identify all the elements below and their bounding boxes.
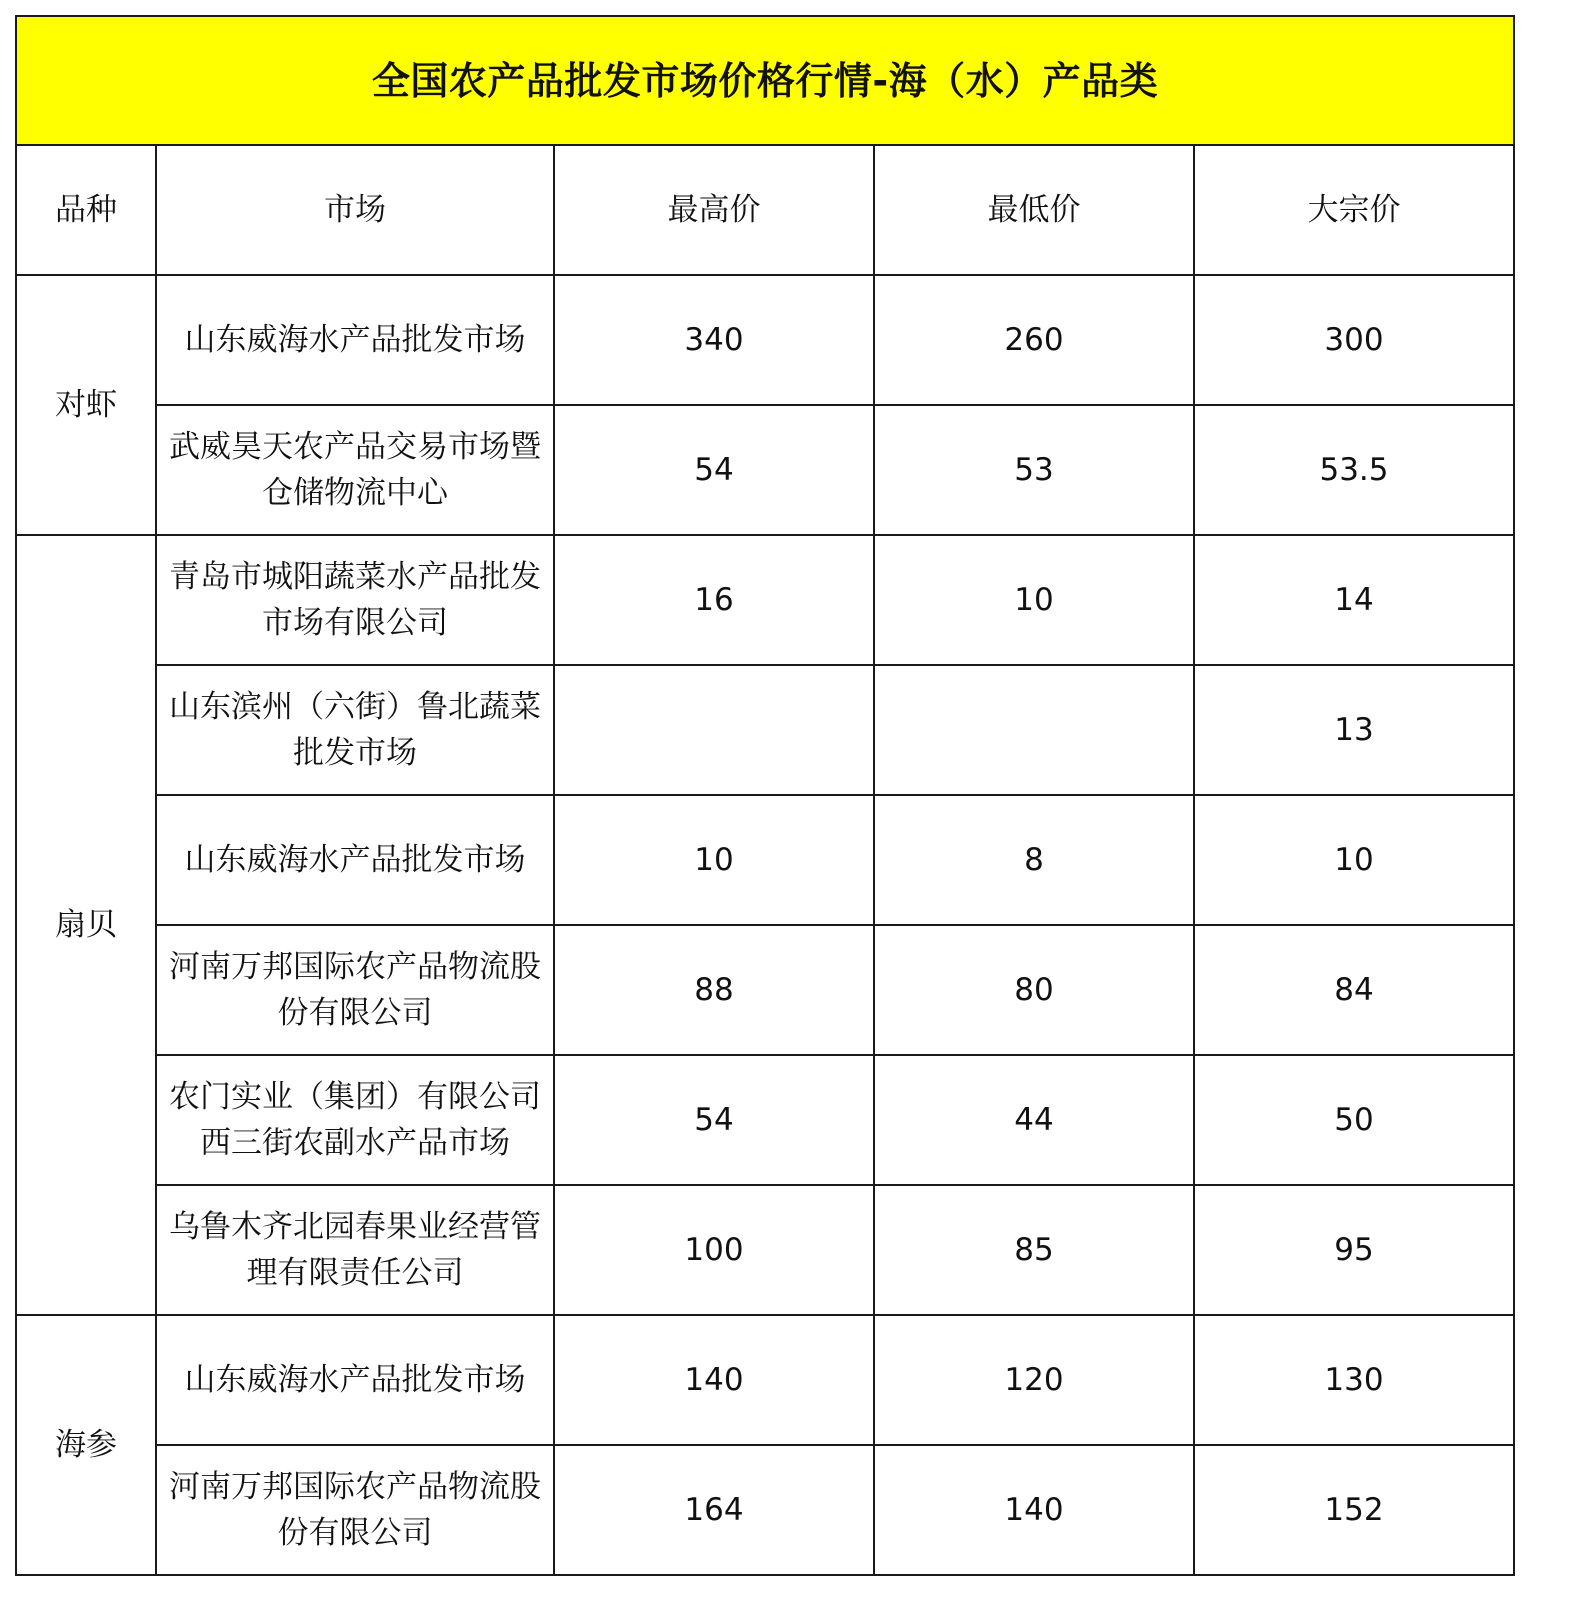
low-price-cell: 260 — [874, 275, 1194, 405]
high-price-cell: 54 — [554, 405, 874, 535]
low-price-cell — [874, 665, 1194, 795]
header-market: 市场 — [156, 145, 554, 275]
market-name: 河南万邦国际农产品物流股份有限公司 — [169, 949, 541, 1031]
price-sheet — [15, 15, 1515, 1576]
price-table — [15, 15, 1515, 1576]
header-variety: 品种 — [16, 145, 156, 275]
bulk-price-cell: 53.5 — [1194, 405, 1514, 535]
market-cell — [156, 925, 554, 1055]
market-name: 河南万邦国际农产品物流股份有限公司 — [169, 1469, 541, 1551]
high-price-cell: 340 — [554, 275, 874, 405]
table-row — [16, 1315, 1514, 1445]
market-cell — [156, 1315, 554, 1445]
high-price-cell: 164 — [554, 1445, 874, 1575]
market-cell — [156, 1055, 554, 1185]
table-row — [16, 1445, 1514, 1575]
market-cell — [156, 535, 554, 665]
variety-cell: 对虾 — [16, 275, 156, 535]
low-price-cell: 85 — [874, 1185, 1194, 1315]
low-price-cell: 10 — [874, 535, 1194, 665]
variety-cell: 扇贝 — [16, 535, 156, 1315]
header-bulk-price: 大宗价 — [1194, 145, 1514, 275]
variety-cell: 海参 — [16, 1315, 156, 1575]
low-price-cell: 120 — [874, 1315, 1194, 1445]
table-row — [16, 925, 1514, 1055]
high-price-cell: 16 — [554, 535, 874, 665]
low-price-cell: 140 — [874, 1445, 1194, 1575]
market-cell — [156, 1185, 554, 1315]
low-price-cell: 44 — [874, 1055, 1194, 1185]
table-row — [16, 1185, 1514, 1315]
low-price-cell: 80 — [874, 925, 1194, 1055]
market-cell — [156, 1445, 554, 1575]
table-row — [16, 275, 1514, 405]
header-row — [16, 145, 1514, 275]
table-row — [16, 665, 1514, 795]
high-price-cell: 100 — [554, 1185, 874, 1315]
header-high-price: 最高价 — [554, 145, 874, 275]
market-cell — [156, 405, 554, 535]
table-row — [16, 535, 1514, 665]
bulk-price-cell: 95 — [1194, 1185, 1514, 1315]
high-price-cell: 54 — [554, 1055, 874, 1185]
market-name: 山东威海水产品批发市场 — [184, 1362, 526, 1398]
table-title: 全国农产品批发市场价格行情-海（水）产品类 — [16, 16, 1514, 145]
table-row — [16, 405, 1514, 535]
bulk-price-cell: 152 — [1194, 1445, 1514, 1575]
bulk-price-cell: 300 — [1194, 275, 1514, 405]
table-row — [16, 795, 1514, 925]
low-price-cell: 8 — [874, 795, 1194, 925]
high-price-cell: 88 — [554, 925, 874, 1055]
market-cell — [156, 275, 554, 405]
market-name: 农门实业（集团）有限公司西三街农副水产品市场 — [169, 1079, 541, 1161]
low-price-cell: 53 — [874, 405, 1194, 535]
bulk-price-cell: 14 — [1194, 535, 1514, 665]
market-name: 乌鲁木齐北园春果业经营管理有限责任公司 — [169, 1209, 541, 1291]
market-name: 山东滨州（六街）鲁北蔬菜批发市场 — [169, 689, 541, 771]
bulk-price-cell: 13 — [1194, 665, 1514, 795]
bulk-price-cell: 84 — [1194, 925, 1514, 1055]
bulk-price-cell: 130 — [1194, 1315, 1514, 1445]
table-row — [16, 1055, 1514, 1185]
market-cell — [156, 665, 554, 795]
bulk-price-cell: 50 — [1194, 1055, 1514, 1185]
high-price-cell: 140 — [554, 1315, 874, 1445]
high-price-cell — [554, 665, 874, 795]
market-name: 武威昊天农产品交易市场暨仓储物流中心 — [169, 429, 541, 511]
market-cell — [156, 795, 554, 925]
market-name: 青岛市城阳蔬菜水产品批发市场有限公司 — [169, 559, 541, 641]
bulk-price-cell: 10 — [1194, 795, 1514, 925]
header-low-price: 最低价 — [874, 145, 1194, 275]
market-name: 山东威海水产品批发市场 — [184, 842, 526, 878]
market-name: 山东威海水产品批发市场 — [184, 322, 526, 358]
high-price-cell: 10 — [554, 795, 874, 925]
